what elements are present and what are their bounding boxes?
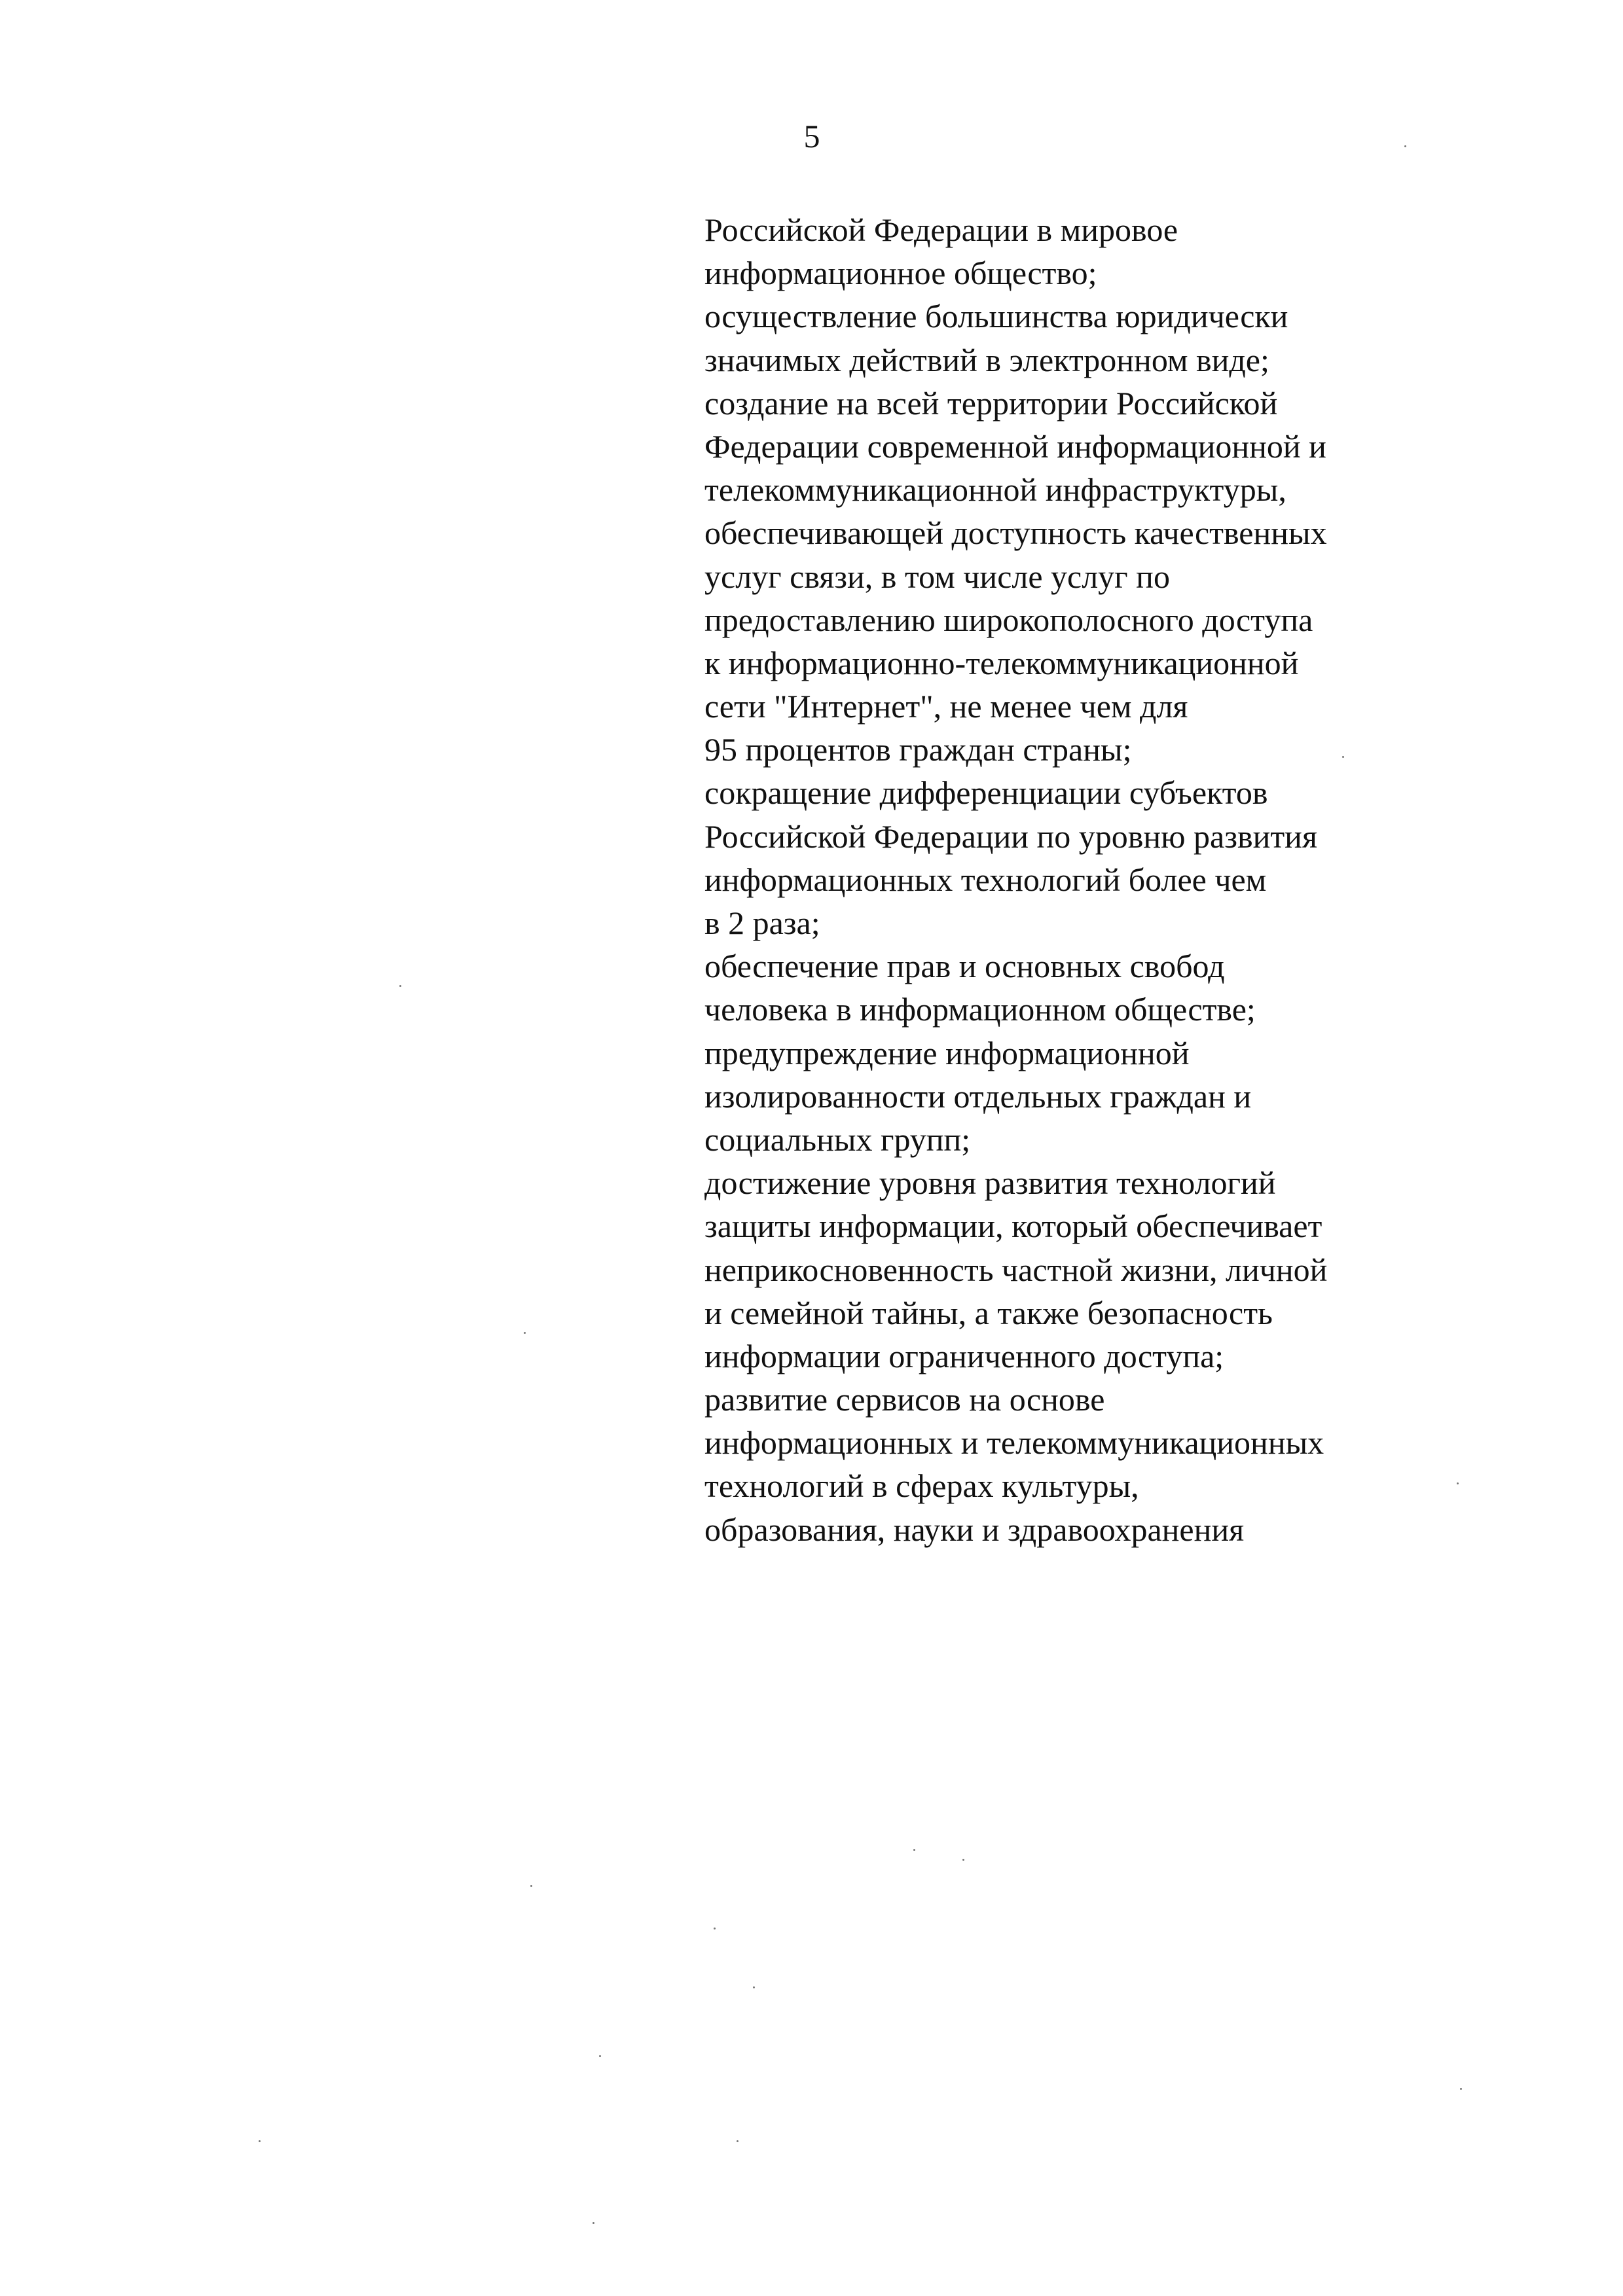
text-line: неприкосновенность частной жизни, личной [704, 1251, 1328, 1288]
scan-speck [593, 2222, 594, 2224]
text-line: и семейной тайны, а также безопасность [704, 1294, 1273, 1331]
page-number: 5 [803, 118, 820, 154]
text-line: защиты информации, который обеспечивает [704, 1208, 1322, 1245]
text-line: телекоммуникационной инфраструктуры, [704, 471, 1286, 509]
text-line: технологий в сферах культуры, [704, 1467, 1139, 1505]
text-line: информационных и телекоммуникационных [704, 1424, 1324, 1462]
text-line: социальных групп; [704, 1121, 971, 1158]
text-line: предупреждение информационной [704, 1034, 1190, 1071]
scan-speck [962, 1859, 964, 1861]
scan-speck [599, 2055, 601, 2057]
text-line: обеспечение прав и основных свобод [704, 948, 1225, 985]
text-line: сети "Интернет", не менее чем для [704, 688, 1188, 725]
text-line: информации ограниченного доступа; [704, 1337, 1224, 1374]
text-line: достижение уровня развития технологий [704, 1164, 1276, 1202]
scan-speck [1460, 2088, 1462, 2090]
text-line: к информационно-телекоммуникационной [704, 644, 1299, 681]
text-line: Федерации современной информационной и [704, 427, 1326, 465]
scan-speck [1342, 756, 1344, 758]
scan-speck [737, 2140, 739, 2142]
scan-speck [1404, 145, 1406, 147]
text-line: изолированности отдельных граждан и [704, 1077, 1252, 1115]
scan-speck [753, 1986, 755, 1988]
text-line: человека в информационном обществе; [704, 991, 1256, 1028]
text-line: создание на всей территории Российской [704, 384, 1278, 422]
scan-speck [530, 1885, 532, 1887]
text-line: осуществление большинства юридически [704, 298, 1288, 335]
text-line: 95 процентов граждан страны; [704, 731, 1132, 768]
text-line: информационных технологий более чем [704, 861, 1267, 898]
text-line: развитие сервисов на основе [704, 1381, 1105, 1418]
body-text [704, 208, 1556, 1551]
text-line: образования, науки и здравоохранения [704, 1511, 1245, 1548]
scan-speck [714, 1928, 716, 1929]
scan-speck [259, 2140, 261, 2142]
text-line: информационное общество; [704, 255, 1097, 292]
scan-speck [913, 1849, 915, 1851]
text-line: обеспечивающей доступность качественных [704, 514, 1327, 552]
scan-speck [1457, 1482, 1459, 1484]
scan-speck [399, 985, 401, 987]
text-line: Российской Федерации в мировое [704, 211, 1178, 248]
text-line: значимых действий в электронном виде; [704, 341, 1269, 378]
text-line: услуг связи, в том числе услуг по [704, 558, 1170, 595]
text-line: в 2 раза; [704, 905, 820, 941]
text-line: Российской Федерации по уровню развития [704, 817, 1317, 855]
text-line: предоставлению широкополосного доступа [704, 601, 1313, 638]
text-line: сокращение дифференциации субъектов [704, 774, 1268, 812]
scan-speck [524, 1332, 526, 1334]
